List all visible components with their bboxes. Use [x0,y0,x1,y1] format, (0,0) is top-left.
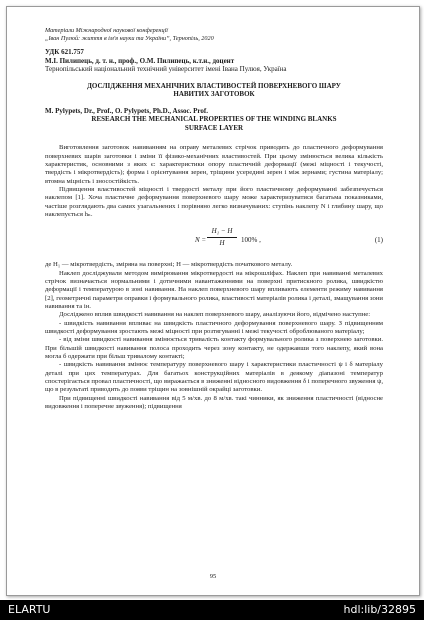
formula-numerator: H₁ − H [207,227,237,237]
handle-link[interactable]: hdl:lib/32895 [343,603,416,616]
page-content [45,27,383,411]
title-ua-line-2: НАВИТИХ ЗАГОТОВОК [173,90,255,99]
affiliation: Тернопільський національний технічний університет імені Івана Пулюя, Україна [45,65,287,74]
formula-1 [45,225,383,255]
list-item: - швидкість навивання впливає на швидкість пластичного деформування поверхневого шару. З підвищенням швидкості деформування зростають межі міцності при розтягуванні і межі текучості оброблюваного матеріалу; [45,319,383,336]
formula-number: (1) [374,236,383,245]
header-line-1: Матеріали Міжнародної наукової конференції [45,27,169,34]
repository-name: ELARTU [8,603,51,616]
paragraph: де H₁ — мікротвердість, зміряна на поверхні; H — мікротвердість початкового металу. [45,261,293,269]
paragraph: Виготовлення заготовок навиванням на оправу металевих стрічок приводить до пластичного деформування поверхневих шарів заготовки і зміни її фізико-механічних властивостей. При цьому змінюється велика кількість характеристик, основними з яких є: характеристики опору пластичній деформації (межі міцності і текучості, твердість і мікротвердість); форма і орієнтування зерен, тріщини усередині зерен і між зернами; густина матеріалу; втомна міцність і зносостійкість. [45,144,383,185]
title-en-line-2: SURFACE LAYER [184,123,244,132]
authors-ua: М.І. Пилипець, д. т. н., проф., О.М. Пилипець, к.т.н., доцент [45,56,235,65]
conference-header [45,27,383,42]
list-item: - від зміни швидкості навивання змінюється тривалість контакту формувального ролика з поверхнею заготовки. При більшій швидкості навивання полоса проходить через зону контакту, не одержавши того наклепу, який вона могла б одержати при більш тривалому контакті; [45,336,383,361]
formula-lhs: N = [195,236,207,245]
authors-en: M. Pylypets, Dr., Prof., O. Pylypets, Ph.D., Assoc. Prof. [45,106,208,115]
udc-code: УДК 621.757 [45,48,84,57]
body-text [45,144,383,411]
title-en-line-1: RESEARCH THE MECHANICAL PROPERTIES OF THE WINDING BLANKS [91,115,337,124]
paragraph: Досліджено вплив швидкості навивання на наклеп поверхневого шару, аналізуючи його, відмічено наступне: [59,311,371,319]
footer-bar [0,600,424,620]
paragraph: Підвищення властивостей міцності і твердості металу при його пластичному деформуванні забезпечується наклепом [1]. Хоча пластичне деформування поверхневого шару може характеризуватися багатьма показниками, частіше розглядають два самих узагальнених і порівняно легко визначуваних: ступінь наклепу N і глибину шару, що наклепується hₙ. [45,185,383,218]
list-item: - швидкість навивання змінює температуру поверхневого шару і характеристики пластичності ψ і δ матеріалу деталі при цих температурах. Для багатьох конструкційних матеріалів в деякому діапазоні температур спостерігається провал пластичності, що виражається в зниженні відносного видовження δ і поперечного звуження ψ, що в результаті приводить до появи тріщин на зовнішній окрайці заготовки. [45,361,383,394]
formula-rhs: 100% , [241,236,261,245]
title-ua [45,82,383,99]
formula-fraction [207,227,237,247]
formula-denominator: H [219,238,225,247]
paragraph: Наклеп досліджували методом вимірювання мікротвердості на мікрошліфах. Наклеп при навиванні металевих стрічок визначається нормальними і дотичними навантаженнями на поверхні притискного ролика, швидкістю деформації і температурою в зоні навивання. На наклеп поверхневого шару впливають елементи режиму навивання [2], геометричні параметри оправки і формувального ролика, властивості матеріалів ролика і деталі, змащування зони навивання та ін. [45,269,383,310]
header-line-2: „Іван Пулюй: життя в ім'я науки та України”, Тернопіль, 2020 [45,34,214,42]
title-ua-line-1: ДОСЛІДЖЕННЯ МЕХАНІЧНИХ ВЛАСТИВОСТЕЙ ПОВЕРХНЕВОГО ШАРУ [87,81,341,90]
paragraph: При підвищенні швидкості навивання від 5 м/хв. до 8 м/хв. такі чинники, як зниження пластичності (відносне видовження і поперечне звуження); підвищення [45,394,383,411]
page-number: 95 [209,573,217,580]
document-page [6,6,420,596]
title-en [45,115,383,132]
